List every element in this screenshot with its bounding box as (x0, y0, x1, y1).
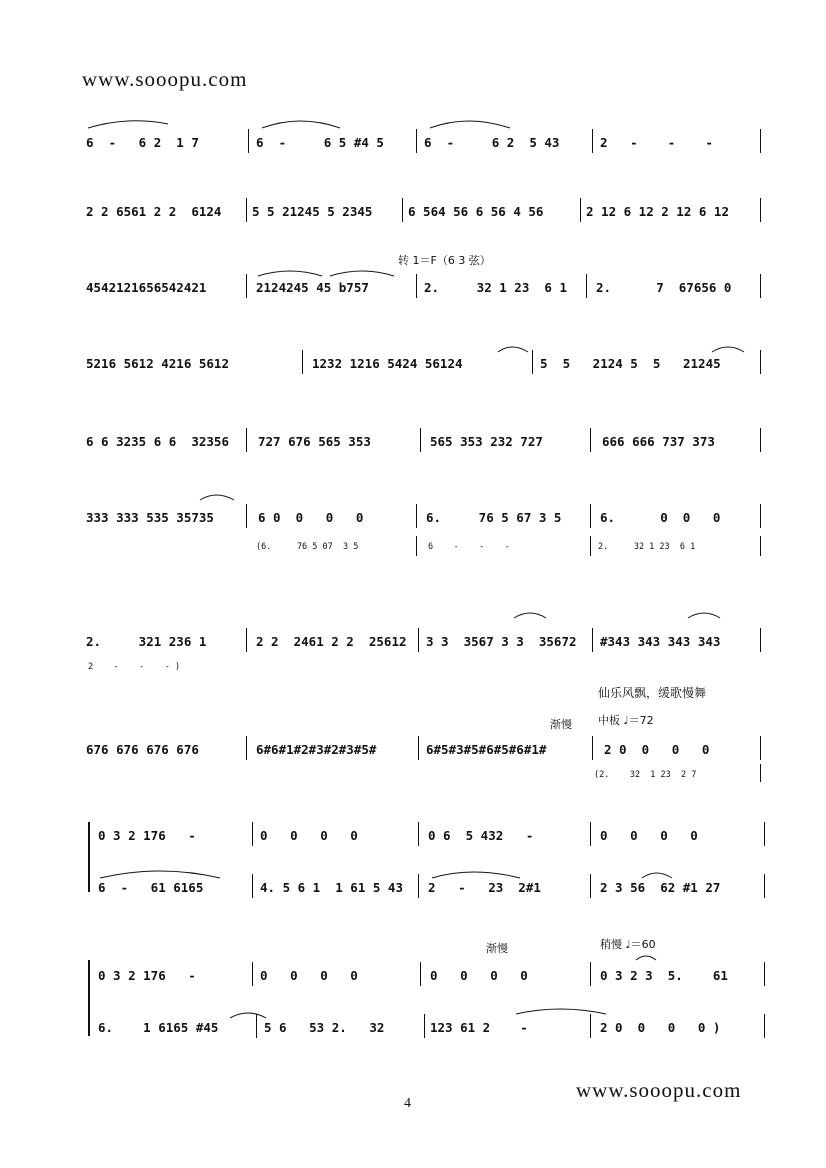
slur (258, 271, 322, 276)
measure: 6 564 56 6 56 4 56 (408, 204, 544, 219)
measure: 5 5 21245 5 2345 (252, 204, 373, 219)
measure: 565 353 232 727 (430, 434, 543, 449)
lower-measure: 5 6 53 2. 32 (264, 1020, 385, 1035)
measure: 6. 76 5 67 3 5 (426, 510, 562, 525)
measure: 6 - 6 5 #4 5 (256, 135, 384, 150)
measure: 6. 0 0 0 (600, 510, 721, 525)
measure: 4542121656542421 (86, 280, 207, 295)
measure: 2 0 0 0 0 (604, 742, 710, 757)
slur (516, 1009, 606, 1014)
measure: 2. 32 1 23 6 1 (424, 280, 567, 295)
slur (88, 121, 168, 128)
slur (230, 1013, 266, 1018)
slur (688, 613, 720, 618)
measure: 6#6#1#2#3#2#3#5# (256, 742, 377, 757)
measure: 2 2 2461 2 2 25612 (256, 634, 407, 649)
measure: 333 333 535 35735 (86, 510, 214, 525)
measure: 2. 7 67656 0 (596, 280, 732, 295)
measure: 6#5#3#5#6#5#6#1# (426, 742, 547, 757)
accompaniment-measure: 2 - - - ) (88, 662, 181, 672)
measure: 5216 5612 4216 5612 (86, 356, 229, 371)
measure: 3 3 3567 3 3 35672 (426, 634, 577, 649)
upper-measure: 0 0 0 0 (600, 828, 698, 843)
measure: 2 12 6 12 2 12 6 12 (586, 204, 729, 219)
measure: 2 2 6561 2 2 6124 (86, 204, 222, 219)
section-title: 仙乐风飘，缓歌慢舞 (598, 686, 707, 700)
lower-measure: 2 0 0 0 0 ) (600, 1020, 721, 1035)
slur (262, 121, 340, 128)
page-number: 4 (404, 1096, 411, 1111)
upper-measure: 0 0 0 0 (430, 968, 528, 983)
upper-measure: 0 3 2 3 5. 61 (600, 968, 728, 983)
measure: 6 0 0 0 0 (258, 510, 364, 525)
key-change-annotation: 转 1＝F（6 3 弦） (398, 254, 491, 267)
upper-measure: 0 3 2 176 - (98, 968, 196, 983)
watermark-top: www.sooopu.com (82, 67, 248, 91)
slur (430, 121, 510, 128)
slur (432, 872, 520, 878)
slur (712, 347, 744, 352)
slur (498, 347, 528, 352)
slur (200, 495, 234, 500)
lower-measure: 4. 5 6 1 1 61 5 43 (260, 880, 403, 895)
measure: 727 676 565 353 (258, 434, 371, 449)
measure: 6 - 6 2 1 7 (86, 135, 199, 150)
measure: 676 676 676 676 (86, 742, 199, 757)
tempo-marking-mid: 中板 ♩＝72 (598, 714, 654, 727)
upper-measure: 0 3 2 176 - (98, 828, 196, 843)
slur (514, 613, 546, 618)
slur (636, 956, 656, 960)
watermark-bottom: www.sooopu.com (576, 1078, 742, 1102)
slur (330, 271, 394, 276)
slur (100, 871, 220, 878)
lower-measure: 2 - 23 2#1 (428, 880, 541, 895)
lower-measure: 6 - 61 6165 (98, 880, 204, 895)
tempo-marking-slow: 稍慢 ♩＝60 (600, 938, 656, 951)
lower-measure: 123 61 2 - (430, 1020, 528, 1035)
upper-measure: 0 0 0 0 (260, 828, 358, 843)
accompaniment-measure: (2. 32 1 23 2 7 (594, 770, 697, 780)
measure: #343 343 343 343 (600, 634, 721, 649)
slur (642, 873, 672, 878)
measure: 2. 321 236 1 (86, 634, 207, 649)
accompaniment-measure: 2. 32 1 23 6 1 (598, 542, 696, 552)
ritardando-marking-2: 渐慢 (486, 942, 508, 955)
measure: 6 - 6 2 5 43 (424, 135, 560, 150)
lower-measure: 6. 1 6165 #45 (98, 1020, 219, 1035)
measure: 2 - - - (600, 135, 713, 150)
measure: 1232 1216 5424 56124 (312, 356, 463, 371)
upper-measure: 0 0 0 0 (260, 968, 358, 983)
measure: 6 6 3235 6 6 32356 (86, 434, 229, 449)
accompaniment-measure: (6. 76 5 07 3 5 (256, 542, 359, 552)
measure: 5 5 2124 5 5 21245 (540, 356, 721, 371)
upper-measure: 0 6 5 432 - (428, 828, 534, 843)
lower-measure: 2 3 56 62 #1 27 (600, 880, 721, 895)
accompaniment-measure: 6 - - - (428, 542, 510, 552)
measure: 2124245 45 b757 (256, 280, 369, 295)
ritardando-marking-1: 渐慢 (550, 718, 572, 731)
measure: 666 666 737 373 (602, 434, 715, 449)
